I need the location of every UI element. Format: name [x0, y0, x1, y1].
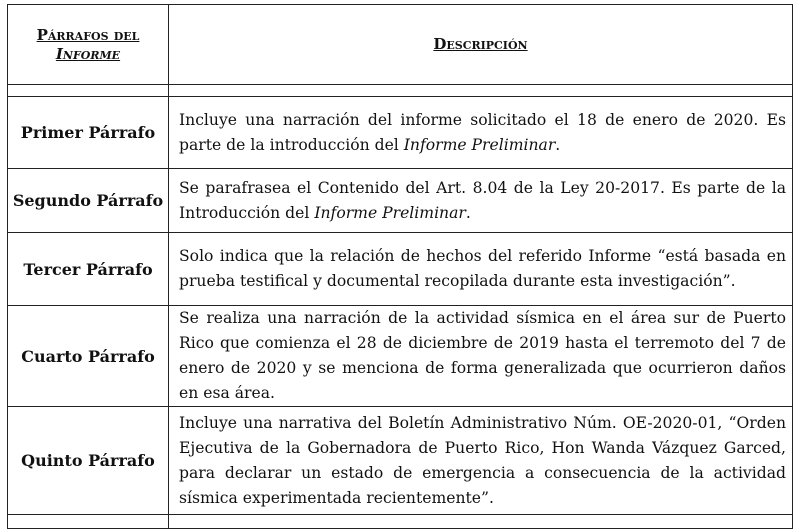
table-row	[8, 97, 793, 169]
row-description: Incluye una narración del informe solicitado el 18 de enero de 2020. Es parte de la introducción del Informe Preliminar.	[169, 97, 793, 169]
header-paragraphs-line2: Informe	[55, 44, 121, 63]
row-description: Solo indica que la relación de hechos del referido Informe “está basada en prueba testifical y documental recopilada durante esta investigación”.	[169, 233, 793, 306]
row-label: Segundo Párrafo	[8, 169, 169, 233]
header-paragraphs-line1: Párrafos del	[36, 25, 140, 44]
header-description-label: Descripción	[433, 35, 528, 53]
table-row	[8, 306, 793, 407]
table-row	[8, 169, 793, 233]
table-row-cutoff	[8, 515, 793, 529]
row-label: Cuarto Párrafo	[8, 306, 169, 407]
row-label: Tercer Párrafo	[8, 233, 169, 306]
row-description: Se parafrasea el Contenido del Art. 8.04 de la Ley 20-2017. Es parte de la Introducción del Informe Preliminar.	[169, 169, 793, 233]
paragraph-description-table	[7, 4, 793, 529]
table-header-row	[8, 5, 793, 85]
table-row	[8, 233, 793, 306]
table-row	[8, 407, 793, 515]
row-label: Quinto Párrafo	[8, 407, 169, 515]
row-label: Primer Párrafo	[8, 97, 169, 169]
spacer-row	[8, 85, 793, 97]
row-description: Incluye una narrativa del Boletín Administrativo Núm. OE-2020-01, “Orden Ejecutiva de la Gobernadora de Puerto Rico, Hon Wanda Vázquez Garced, para declarar un estado de emergencia a consecuencia de la actividad sísmica experimentada recientemente”.	[169, 407, 793, 515]
header-description	[169, 5, 793, 85]
row-description: Se realiza una narración de la actividad sísmica en el área sur de Puerto Rico que comienza el 28 de diciembre de 2019 hasta el terremoto del 7 de enero de 2020 y se menciona de forma generalizada que ocurrieron daños en esa área.	[169, 306, 793, 407]
header-paragraphs	[8, 5, 169, 85]
